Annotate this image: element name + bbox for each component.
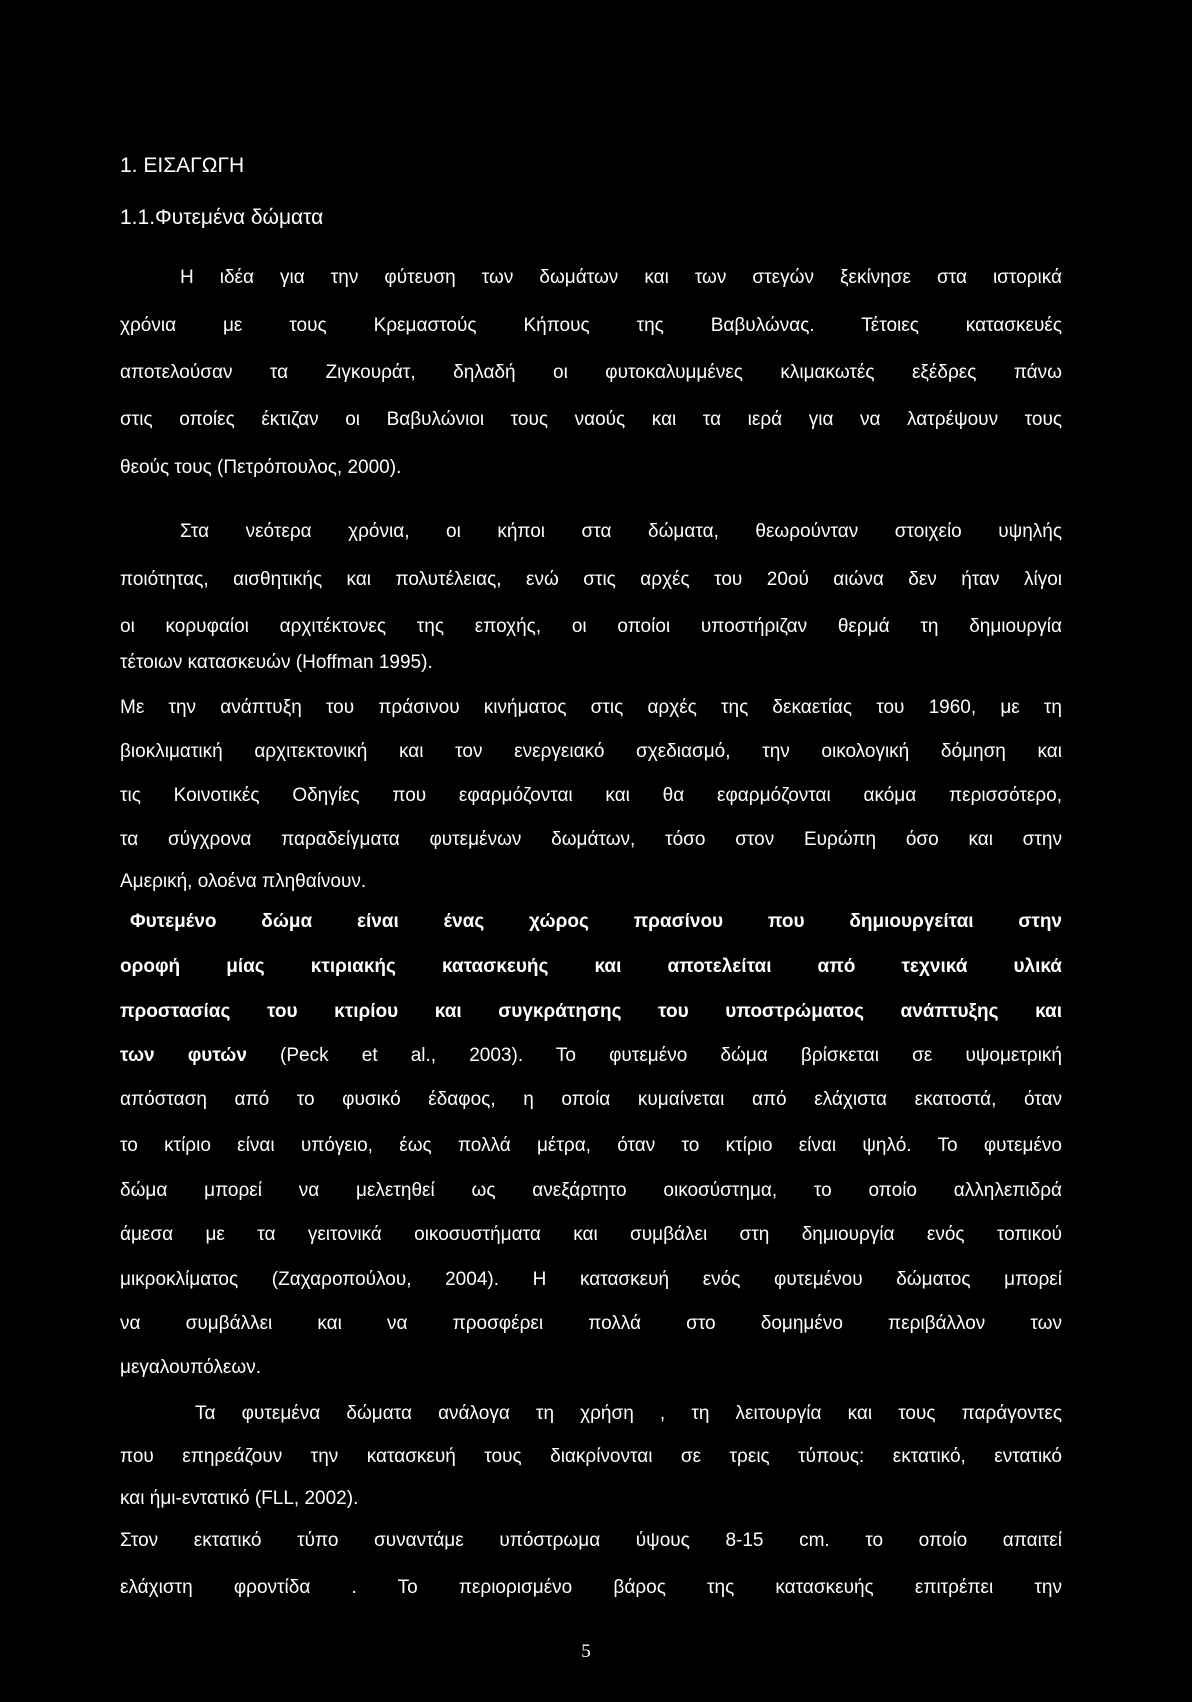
paragraph-line: Αμερική, ολοένα πληθαίνουν. [120,871,367,892]
definition-citation-line [120,1044,1062,1068]
paragraph-line: στις οποίες έκτιζαν οι Βαβυλώνιοι τους ναούς και τα ιερά για να λατρέψουν τους [120,409,1062,430]
paragraph-line: τα σύγχρονα παραδείγματα φυτεμένων δωμάτων, τόσο στον Ευρώπη όσο και στην [120,829,1062,850]
paragraph-line: ελάχιστη φροντίδα . Το περιορισμένο βάρος της κατασκευής επιτρέπει την [120,1577,1062,1598]
paragraph-line: Η ιδέα για την φύτευση των δωμάτων και των στεγών ξεκίνησε στα ιστορικά [180,267,1062,288]
section-heading: 1. ΕΙΣΑΓΩΓΗ [120,154,245,177]
definition-line: Φυτεμένο δώμα είναι ένας χώρος πρασίνου που δημιουργείται στην [130,911,1062,932]
definition-line: οροφή μίας κτιριακής κατασκευής και αποτελείται από τεχνικά υλικά [120,956,1062,977]
paragraph-line: τέτοιων κατασκευών (Hoffman 1995). [120,652,433,673]
paragraph-line: να συμβάλλει και να προσφέρει πολλά στο δομημένο περιβάλλον των [120,1313,1062,1334]
paragraph-line: άμεσα με τα γειτονικά οικοσυστήματα και συμβάλει στη δημιουργία ενός τοπικού [120,1224,1062,1245]
subsection-heading: 1.1.Φυτεμένα δώματα [120,206,324,229]
paragraph-line: θεούς τους (Πετρόπουλος, 2000). [120,457,402,478]
paragraph-line: αποτελούσαν τα Ζιγκουράτ, δηλαδή οι φυτοκαλυμμένες κλιμακωτές εξέδρες πάνω [120,362,1062,383]
paragraph-line: το κτίριο είναι υπόγειο, έως πολλά μέτρα, όταν το κτίριο είναι ψηλό. Το φυτεμένο [120,1135,1062,1156]
paragraph-line: μεγαλουπόλεων. [120,1357,261,1378]
paragraph-line: ποιότητας, αισθητικής και πολυτέλειας, ενώ στις αρχές του 20ού αιώνα δεν ήταν λίγοι [120,569,1062,590]
definition-line: προστασίας του κτιρίου και συγκράτησης του υποστρώματος ανάπτυξης και [120,1001,1062,1022]
paragraph-line: Με την ανάπτυξη του πράσινου κινήματος στις αρχές της δεκαετίας του 1960, με τη [120,697,1062,718]
paragraph-line: τις Κοινοτικές Οδηγίες που εφαρμόζονται και θα εφαρμόζονται ακόμα περισσότερο, [120,785,1062,806]
page-number: 5 [581,1641,591,1662]
paragraph-line: Στον εκτατικό τύπο συναντάμε υπόστρωμα ύψους 8-15 cm. το οποίο απαιτεί [120,1530,1062,1551]
paragraph-line: χρόνια με τους Κρεμαστούς Κήπους της Βαβυλώνας. Τέτοιες κατασκευές [120,315,1062,336]
paragraph-line: οι κορυφαίοι αρχιτέκτονες της εποχής, οι οποίοι υποστήριζαν θερμά τη δημιουργία [120,616,1062,637]
paragraph-line: μικροκλίματος (Ζαχαροπούλου, 2004). Η κατασκευή ενός φυτεμένου δώματος μπορεί [120,1269,1062,1290]
paragraph-line: που επηρεάζουν την κατασκευή τους διακρίνονται σε τρεις τύπους: εκτατικό, εντατικό [120,1446,1062,1467]
paragraph-line: και ήμι-εντατικό (FLL, 2002). [120,1488,359,1509]
paragraph-line: απόσταση από το φυσικό έδαφος, η οποία κυμαίνεται από ελάχιστα εκατοστά, όταν [120,1089,1062,1110]
citation-text: (Peck et al., 2003). Το φυτεμένο δώμα βρίσκεται σε υψομετρική [246,1045,1062,1066]
paragraph-line: Στα νεότερα χρόνια, οι κήποι στα δώματα, θεωρούνταν στοιχείο υψηλής [180,521,1062,542]
paragraph-line: βιοκλιματική αρχιτεκτονική και τον ενεργειακό σχεδιασμό, την οικολογική δόμηση και [120,741,1062,762]
paragraph-line: Τα φυτεμένα δώματα ανάλογα τη χρήση , τη λειτουργία και τους παράγοντες [195,1403,1062,1424]
paragraph-line: δώμα μπορεί να μελετηθεί ως ανεξάρτητο οικοσύστημα, το οποίο αλληλεπιδρά [120,1180,1062,1201]
definition-term: των φυτών [120,1045,247,1066]
